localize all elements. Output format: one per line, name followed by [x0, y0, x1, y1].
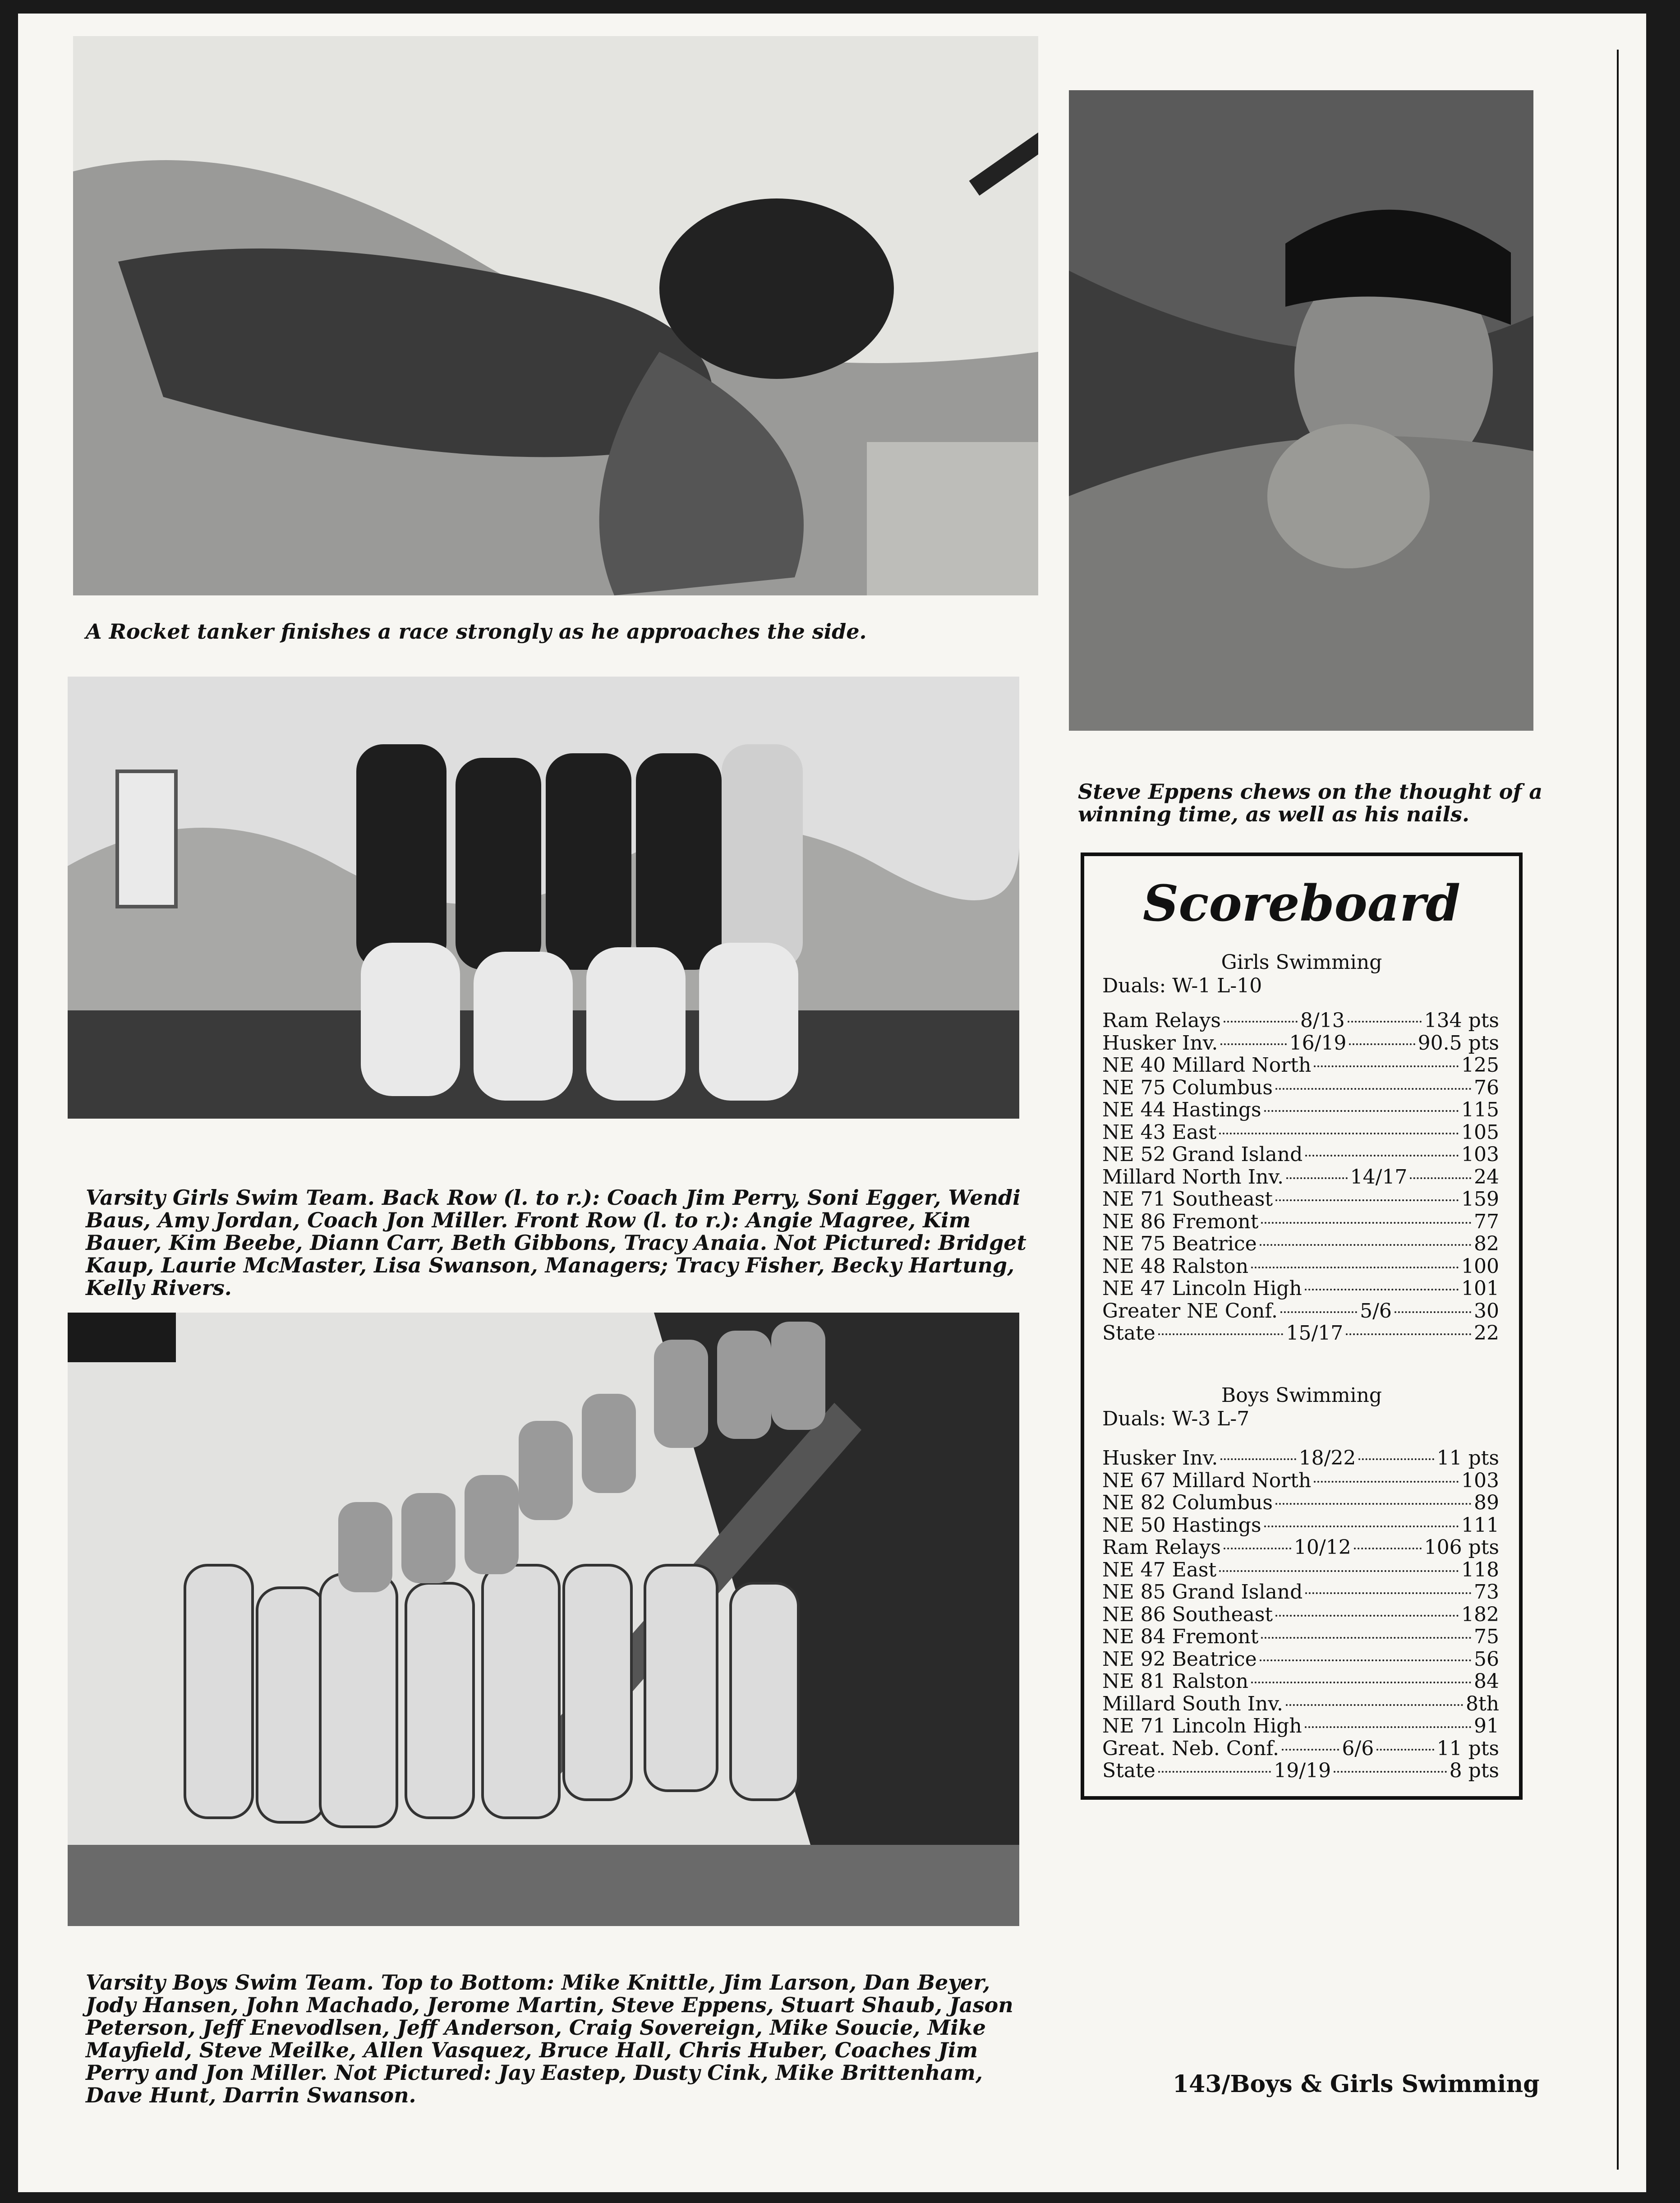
scoreboard-box — [1081, 853, 1523, 1800]
result-label: Millard North Inv. — [1102, 1165, 1284, 1189]
result-place: 16/19 — [1289, 1031, 1347, 1055]
result-score: 90.5 pts — [1418, 1031, 1499, 1055]
result-score: 111 — [1461, 1513, 1499, 1537]
result-score: 103 — [1461, 1143, 1499, 1166]
result-label: Ram Relays — [1102, 1009, 1221, 1032]
dot-leader — [1260, 1659, 1471, 1661]
result-score: 115 — [1461, 1098, 1499, 1121]
result-score: 118 — [1461, 1558, 1499, 1581]
dot-leader — [1275, 1503, 1471, 1505]
tanker-photo — [73, 36, 1038, 595]
result-score: 24 — [1474, 1165, 1499, 1189]
dot-leader — [1282, 1749, 1339, 1751]
dot-leader — [1220, 1043, 1286, 1045]
eppens-caption: Steve Eppens chews on the thought of a winning time, as well as his nails. — [1078, 779, 1543, 826]
result-row — [1102, 1626, 1499, 1648]
result-score: 84 — [1474, 1670, 1499, 1693]
result-row — [1102, 1077, 1499, 1099]
dot-leader — [1286, 1704, 1463, 1706]
dot-leader — [1305, 1726, 1471, 1728]
result-place: 6/6 — [1342, 1737, 1374, 1760]
girls-team-image — [68, 677, 1019, 1119]
boys-results-list — [1102, 1447, 1499, 1782]
boys-section-title: Boys Swimming — [1221, 1384, 1382, 1407]
result-label: NE 82 Columbus — [1102, 1491, 1273, 1514]
result-label: NE 50 Hastings — [1102, 1513, 1261, 1537]
result-place: 14/17 — [1350, 1165, 1408, 1189]
result-label: NE 75 Beatrice — [1102, 1232, 1257, 1255]
dot-leader — [1264, 1110, 1459, 1112]
result-label: NE 43 East — [1102, 1120, 1217, 1144]
swimmer-portrait-image — [1069, 90, 1533, 731]
girls-team-caption: Varsity Girls Swim Team. Back Row (l. to r.): Coach Jim Perry, Soni Egger, Wendi Baus, Amy Jordan, Coach Jon Miller. Front Row (l. to r.): Angie Magree, Kim Bauer, Kim Beebe, Diann Carr, Beth Gibbons, Tracy Anaia. Not Pictured: Bridget Kaup, Laurie McMaster, Lisa Swanson, Managers; Tracy Fisher, Becky Hartung, Kelly Rivers. — [86, 1185, 1026, 1300]
result-row — [1102, 1447, 1499, 1470]
result-row — [1102, 1760, 1499, 1782]
result-place: 15/17 — [1286, 1322, 1344, 1345]
dot-leader — [1275, 1615, 1459, 1617]
result-row — [1102, 1277, 1499, 1300]
result-score: 73 — [1474, 1581, 1499, 1604]
result-label: State — [1102, 1322, 1155, 1345]
dot-leader — [1358, 1458, 1434, 1460]
result-row — [1102, 1188, 1499, 1211]
result-label: NE 92 Beatrice — [1102, 1647, 1257, 1671]
dot-leader — [1286, 1177, 1348, 1179]
result-row — [1102, 1233, 1499, 1255]
result-score: 159 — [1461, 1188, 1499, 1211]
result-label: Millard South Inv. — [1102, 1692, 1284, 1715]
result-score: 134 pts — [1424, 1009, 1499, 1032]
dot-leader — [1275, 1088, 1471, 1090]
result-score: 30 — [1474, 1299, 1499, 1323]
eppens-photo — [1069, 90, 1533, 731]
dot-leader — [1260, 1244, 1471, 1246]
girls-duals: Duals: W-1 L-10 — [1102, 974, 1262, 997]
page-footer: 143/Boys & Girls Swimming — [1173, 2070, 1540, 2098]
result-label: NE 67 Millard North — [1102, 1469, 1312, 1492]
result-row — [1102, 1121, 1499, 1144]
scoreboard-title: Scoreboard — [1142, 874, 1461, 932]
result-row — [1102, 1322, 1499, 1345]
result-label: NE 47 Lincoln High — [1102, 1277, 1302, 1300]
boys-team-photo — [68, 1313, 1019, 1926]
yearbook-page — [18, 14, 1646, 2192]
dot-leader — [1220, 1458, 1296, 1460]
result-row — [1102, 1604, 1499, 1626]
result-row — [1102, 1693, 1499, 1715]
girls-section-title: Girls Swimming — [1221, 951, 1382, 974]
dot-leader — [1314, 1481, 1459, 1483]
result-row — [1102, 1648, 1499, 1671]
dot-leader — [1224, 1021, 1298, 1023]
result-label: State — [1102, 1759, 1155, 1782]
result-score: 22 — [1474, 1322, 1499, 1345]
result-row — [1102, 1255, 1499, 1278]
result-label: NE 44 Hastings — [1102, 1098, 1261, 1121]
result-label: NE 47 East — [1102, 1558, 1217, 1581]
result-row — [1102, 1581, 1499, 1604]
result-row — [1102, 1166, 1499, 1189]
result-score: 91 — [1474, 1714, 1499, 1738]
dot-leader — [1314, 1065, 1459, 1067]
dot-leader — [1349, 1043, 1415, 1045]
result-score: 89 — [1474, 1491, 1499, 1514]
result-place: 10/12 — [1293, 1536, 1351, 1559]
dot-leader — [1280, 1311, 1357, 1313]
result-label: NE 71 Southeast — [1102, 1188, 1273, 1211]
result-row — [1102, 1670, 1499, 1693]
result-score: 82 — [1474, 1232, 1499, 1255]
dot-leader — [1158, 1333, 1284, 1335]
result-score: 182 — [1461, 1603, 1499, 1626]
result-place: 5/6 — [1360, 1299, 1392, 1323]
dot-leader — [1261, 1637, 1471, 1639]
result-label: NE 84 Fremont — [1102, 1625, 1259, 1648]
result-score: 75 — [1474, 1625, 1499, 1648]
result-row — [1102, 1009, 1499, 1032]
dot-leader — [1224, 1548, 1291, 1549]
result-score: 100 — [1461, 1254, 1499, 1278]
boys-duals: Duals: W-3 L-7 — [1102, 1407, 1250, 1430]
dot-leader — [1261, 1222, 1471, 1224]
result-score: 11 pts — [1436, 1737, 1500, 1760]
dot-leader — [1348, 1021, 1422, 1023]
dot-leader — [1334, 1771, 1447, 1773]
dot-leader — [1346, 1333, 1471, 1335]
result-label: NE 40 Millard North — [1102, 1054, 1312, 1077]
result-row — [1102, 1099, 1499, 1121]
dot-leader — [1158, 1771, 1271, 1773]
result-score: 8 pts — [1449, 1759, 1500, 1782]
result-label: Husker Inv. — [1102, 1031, 1218, 1055]
result-label: NE 52 Grand Island — [1102, 1143, 1303, 1166]
result-label: Husker Inv. — [1102, 1447, 1218, 1470]
dot-leader — [1264, 1526, 1459, 1527]
result-score: 56 — [1474, 1647, 1499, 1671]
result-label: NE 71 Lincoln High — [1102, 1714, 1302, 1738]
result-score: 8th — [1465, 1692, 1499, 1715]
result-row — [1102, 1492, 1499, 1514]
girls-team-photo — [68, 677, 1019, 1119]
result-row — [1102, 1715, 1499, 1738]
result-score: 103 — [1461, 1469, 1499, 1492]
dot-leader — [1395, 1311, 1471, 1313]
result-row — [1102, 1032, 1499, 1055]
result-label: Greater NE Conf. — [1102, 1299, 1278, 1323]
result-score: 101 — [1461, 1277, 1499, 1300]
dot-leader — [1305, 1289, 1459, 1290]
result-place: 8/13 — [1300, 1009, 1345, 1032]
dot-leader — [1275, 1199, 1459, 1201]
result-row — [1102, 1738, 1499, 1760]
result-score: 77 — [1474, 1210, 1499, 1233]
result-row — [1102, 1470, 1499, 1492]
result-place: 18/22 — [1298, 1447, 1356, 1470]
result-score: 105 — [1461, 1120, 1499, 1144]
result-label: NE 48 Ralston — [1102, 1254, 1249, 1278]
result-row — [1102, 1211, 1499, 1233]
result-row — [1102, 1559, 1499, 1581]
result-row — [1102, 1054, 1499, 1077]
dot-leader — [1305, 1155, 1459, 1157]
result-score: 106 pts — [1424, 1536, 1499, 1559]
dot-leader — [1219, 1570, 1459, 1572]
page-edge-line — [1617, 50, 1619, 2170]
result-label: Great. Neb. Conf. — [1102, 1737, 1279, 1760]
dot-leader — [1410, 1177, 1471, 1179]
dot-leader — [1354, 1548, 1422, 1549]
result-row — [1102, 1143, 1499, 1166]
dot-leader — [1376, 1749, 1434, 1751]
swimmer-splash-image — [73, 36, 1038, 595]
tanker-caption: A Rocket tanker finishes a race strongly as he approaches the side. — [86, 619, 867, 644]
result-label: NE 75 Columbus — [1102, 1076, 1273, 1099]
result-label: NE 86 Fremont — [1102, 1210, 1259, 1233]
result-score: 125 — [1461, 1054, 1499, 1077]
dot-leader — [1305, 1592, 1471, 1594]
dot-leader — [1219, 1133, 1459, 1134]
result-place: 19/19 — [1274, 1759, 1331, 1782]
result-row — [1102, 1514, 1499, 1537]
result-score: 76 — [1474, 1076, 1499, 1099]
boys-team-caption: Varsity Boys Swim Team. Top to Bottom: Mike Knittle, Jim Larson, Dan Beyer, Jody Hansen, John Machado, Jerome Martin, Steve Eppens, Stuart Shaub, Jason Peterson, Jeff Enevodlsen, Jeff Anderson, Craig Sovereign, Mike Soucie, Mike Mayfield, Steve Meilke, Allen Vasquez, Bruce Hall, Chris Huber, Coaches Jim Perry and Jon Miller. Not Pictured: Jay Eastep, Dusty Cink, Mike Brittenham, Dave Hunt, Darrin Swanson. — [86, 1970, 1013, 2107]
result-label: Ram Relays — [1102, 1536, 1221, 1559]
result-row — [1102, 1300, 1499, 1323]
dot-leader — [1251, 1267, 1459, 1268]
result-score: 11 pts — [1436, 1447, 1500, 1470]
result-label: NE 86 Southeast — [1102, 1603, 1273, 1626]
boys-team-image — [68, 1313, 1019, 1926]
result-label: NE 85 Grand Island — [1102, 1581, 1303, 1604]
girls-results-list — [1102, 1009, 1499, 1345]
result-row — [1102, 1536, 1499, 1559]
result-label: NE 81 Ralston — [1102, 1670, 1249, 1693]
dot-leader — [1251, 1682, 1471, 1683]
